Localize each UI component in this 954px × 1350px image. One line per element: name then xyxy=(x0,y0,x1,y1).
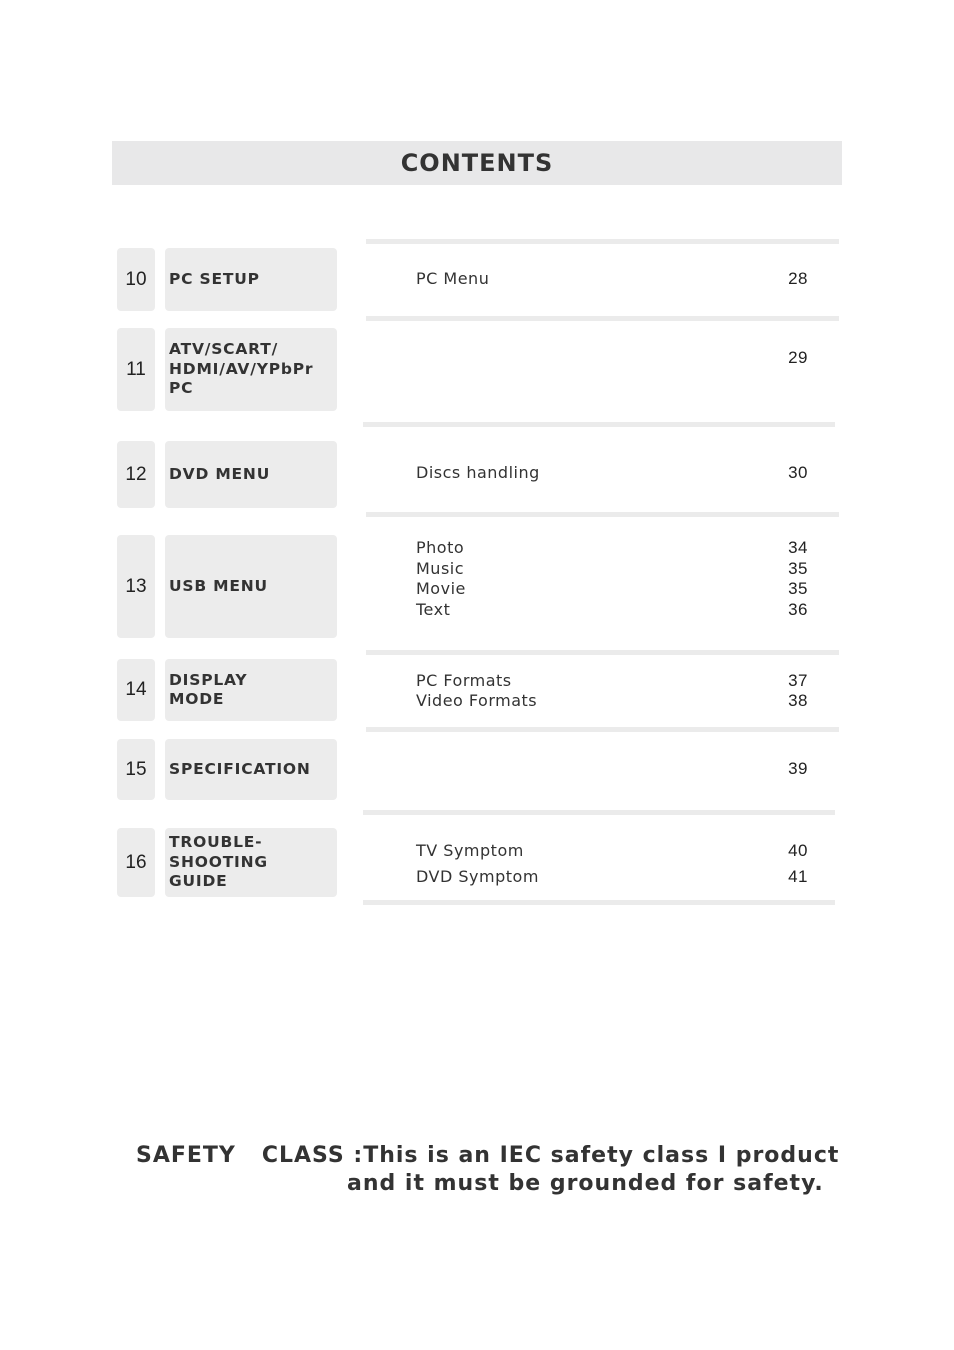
entry-list xyxy=(416,671,808,710)
entry-list xyxy=(416,463,808,483)
toc-entry[interactable] xyxy=(416,759,808,779)
section-title[interactable] xyxy=(165,535,337,638)
section-title-label: TROUBLE- SHOOTING GUIDE xyxy=(169,833,268,891)
toc-entry[interactable] xyxy=(416,348,808,368)
page-title: CONTENTS xyxy=(400,149,554,177)
section-number: 10 xyxy=(117,248,155,311)
section-title[interactable] xyxy=(165,739,337,800)
entry-page: 29 xyxy=(788,348,808,367)
toc-entry[interactable] xyxy=(416,864,808,890)
entry-page: 41 xyxy=(788,866,808,886)
section-title-label: USB MENU xyxy=(169,576,268,595)
section-number: 15 xyxy=(117,739,155,800)
toc-entry[interactable] xyxy=(416,463,808,483)
divider xyxy=(363,422,835,427)
section-title[interactable] xyxy=(165,659,337,721)
toc-entry[interactable] xyxy=(416,838,808,864)
divider xyxy=(366,239,839,244)
contents-header xyxy=(112,141,842,185)
entry-text: PC Menu xyxy=(416,269,490,288)
entry-page: 36 xyxy=(788,600,808,620)
entry-page: 40 xyxy=(788,841,808,860)
toc-entry[interactable] xyxy=(416,269,808,289)
divider xyxy=(366,512,839,517)
entry-list xyxy=(416,269,808,289)
entry-page: 38 xyxy=(788,690,808,710)
section-title-label: ATV/SCART/ HDMI/AV/YPbPr PC xyxy=(169,340,314,398)
toc-entry[interactable] xyxy=(416,538,808,559)
entry-page: 34 xyxy=(788,538,808,557)
toc-entry[interactable] xyxy=(416,579,808,600)
divider xyxy=(363,900,835,905)
entry-text: Music xyxy=(416,558,465,578)
section-title-label: DISPLAY MODE xyxy=(169,670,248,708)
entry-text: TV Symptom xyxy=(416,841,524,860)
section-number: 16 xyxy=(117,828,155,897)
toc-entry[interactable] xyxy=(416,600,808,621)
section-title-label: DVD MENU xyxy=(169,464,271,483)
entry-page: 35 xyxy=(788,558,808,578)
toc-entry[interactable] xyxy=(416,671,808,691)
divider xyxy=(366,727,839,732)
safety-line-2: and it must be grounded for safety. xyxy=(347,1171,824,1196)
section-title[interactable] xyxy=(165,248,337,311)
entry-list xyxy=(416,759,808,779)
section-title[interactable] xyxy=(165,828,337,897)
safety-line-1: SAFETY CLASS :This is an IEC safety class I product xyxy=(136,1143,840,1168)
entry-page: 39 xyxy=(788,759,808,778)
entry-page: 30 xyxy=(788,463,808,482)
entry-page: 37 xyxy=(788,671,808,690)
entry-text: Discs handling xyxy=(416,463,540,482)
entry-text: DVD Symptom xyxy=(416,866,539,886)
divider xyxy=(366,316,839,321)
entry-text: Text xyxy=(416,600,451,620)
section-number: 14 xyxy=(117,659,155,721)
toc-entry[interactable] xyxy=(416,559,808,580)
entry-text: PC Formats xyxy=(416,671,512,690)
entry-list xyxy=(416,838,808,889)
toc-entry[interactable] xyxy=(416,691,808,711)
entry-list xyxy=(416,538,808,621)
section-number: 11 xyxy=(117,328,155,411)
entry-page: 28 xyxy=(788,269,808,288)
section-title-label: PC SETUP xyxy=(169,269,260,288)
section-title[interactable] xyxy=(165,441,337,508)
section-title-label: SPECIFICATION xyxy=(169,759,311,778)
entry-text: Photo xyxy=(416,538,465,557)
entry-text: Movie xyxy=(416,579,466,599)
divider xyxy=(366,650,839,655)
entry-page: 35 xyxy=(788,579,808,599)
section-title[interactable] xyxy=(165,328,337,411)
entry-list xyxy=(416,348,808,368)
section-number: 12 xyxy=(117,441,155,508)
section-number: 13 xyxy=(117,535,155,638)
entry-text: Video Formats xyxy=(416,690,538,710)
divider xyxy=(363,810,835,815)
safety-notice xyxy=(136,1142,839,1198)
